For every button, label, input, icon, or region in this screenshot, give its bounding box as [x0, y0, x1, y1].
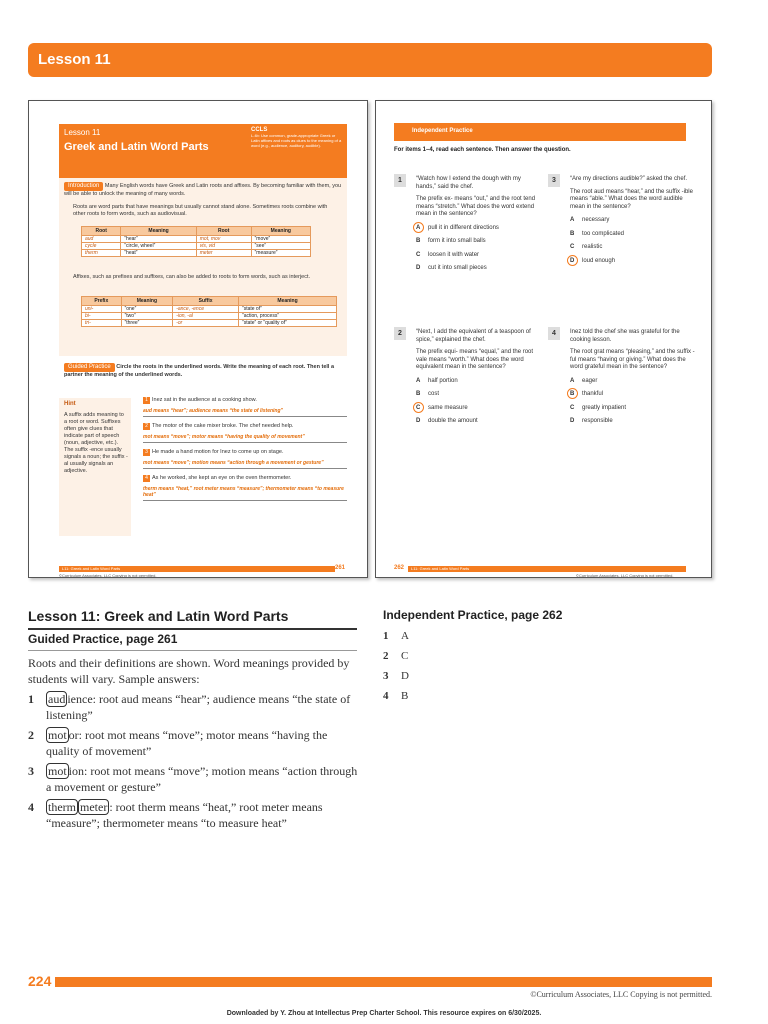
table-row: bi- “two” -ion, -al “action, process”: [82, 313, 337, 320]
table-row: cycle “circle, wheel” vis, vid “see”: [82, 243, 311, 250]
list-item: 4 therm meter : root therm means “heat,” root meter means “measure”; thermometer means “to measure heat”: [28, 800, 323, 830]
page-number: 261: [335, 565, 346, 571]
answer-line: aud means “hear”; audience means “the state of listening”: [143, 406, 347, 417]
table-row: therm “heat” meter “measure”: [82, 250, 311, 257]
answer-line: mot means “move”; motor means “having the quality of movement”: [143, 432, 347, 443]
table-row: aud “hear” mot, mov “move”: [82, 236, 311, 243]
list-item: 3 mot ion: root mot means “move”; motion means “action through a movement or gesture”: [28, 764, 358, 794]
page-footer-bar: L11: Greek and Latin Word Parts: [408, 566, 686, 572]
option-b[interactable]: B too complicated: [570, 230, 625, 237]
question-1: “Watch how I extend the dough with my hands,” said the chef. The prefix ex- means “out,” and the root tend means “stretch.” What does the word extend mean in the sentence? A pull it in different directions B form it into small balls C loosen it with water D cut it into small pieces: [416, 176, 541, 273]
lesson-header-title: Greek and Latin Word Parts: [64, 141, 209, 153]
option-d[interactable]: D cut it into small pieces: [416, 265, 487, 271]
affix-table: Prefix Meaning Suffix Meaning uni- “one” -ance, -ence “state of” bi- “two” -ion, -al “action, process” tri- “three” -or “state” or “quality of”: [81, 296, 337, 327]
list-item: 1 aud ience: root aud means “hear”; audience means “the state of listening”: [28, 692, 351, 722]
ccss-standard: CCLS L.4b: Use common, grade-appropriate Greek or Latin affixes and roots as clues to the meaning of a word (e.g., audience, auditory, audible).: [251, 127, 342, 148]
independent-key-title: Independent Practice, page 262: [383, 608, 563, 622]
option-c[interactable]: C same measure: [416, 405, 541, 413]
guided-practice-instructions: Circle the roots in the underlined words. Write the meaning of each root. Then tell a partner the meaning of the underlined words.: [64, 364, 335, 378]
option-c[interactable]: C greatly impatient: [570, 404, 627, 411]
guided-items: 1 Inez sat in the audience at a cooking show. aud means “hear”; audience means “the state of listening” 2 The motor of the cake mixer broke. The chef needed help. mot means “move”; motor means “having the quality of movement” 3 He made a hand motion for Inez to come up on stage. mot means “move”; motion means “action through a movement or gesture” 4 As he worked, she kept an eye on the oven thermometer. therm means “heat,” root meter means “measure”; thermometer means “to measure heat”: [143, 397, 347, 501]
question-4: Inez told the chef she was grateful for the cooking lesson. The root grat means “pleasing,” and the suffix -ful means “having or giving.” What does the word grateful mean in the sentence? A eager B thankful C greatly impatient D responsible: [570, 329, 695, 426]
independent-answer-list: [383, 630, 409, 710]
option-a[interactable]: A half portion: [416, 377, 458, 384]
affixes-text: Affixes, such as prefixes and suffixes, can also be added to roots to form words, such as interject.: [73, 274, 311, 280]
page-copyright: ©Curriculum Associates, LLC Copying is not permitted.: [576, 573, 674, 578]
option-d[interactable]: D responsible: [570, 418, 613, 424]
answer-key-intro: Roots and their definitions are shown. Word meanings provided by students will vary. Sample answers:: [28, 656, 350, 686]
hint-title: Hint: [64, 401, 76, 407]
copyright-notice: ©Curriculum Associates, LLC Copying is not permitted.: [530, 990, 712, 999]
page-number: 224: [28, 973, 52, 989]
hint-text: A suffix adds meaning to a root or word. Suffixes often give clues that indicate part of speech (noun, adjective, etc.). The suffix -ence usually signals a noun; the suffix -al usually signals an adjective.: [64, 412, 128, 474]
list-item: 2 C: [383, 650, 409, 662]
footer-bar: [55, 977, 712, 987]
page-number: 262: [394, 565, 405, 571]
answer-key-title: Lesson 11: Greek and Latin Word Parts: [28, 608, 289, 624]
independent-instructions: For items 1–4, read each sentence. Then answer the question.: [394, 147, 571, 153]
option-a[interactable]: A eager: [570, 377, 598, 384]
question-2: “Next, I add the equivalent of a teaspoon of spice,” explained the chef. The prefix equi- means “equal,” and the root vale means “worth.” What does the word equivalent mean in the sentence? A half portion B cost C same measure D double the amount: [416, 329, 541, 426]
list-item: 4 B: [383, 690, 409, 702]
roots-table: Root Meaning Root Meaning aud “hear” mot, mov “move” cycle “circle, wheel” vis, vid “see” therm “heat” meter “measure”: [81, 226, 311, 257]
page-copyright: ©Curriculum Associates, LLC Copying is not permitted.: [59, 573, 157, 578]
answer-line: mot means “move”; motion means “action through a movement or gesture”: [143, 458, 347, 469]
option-b[interactable]: B cost: [416, 391, 440, 397]
question-3: “Are my directions audible?” asked the chef. The root aud means “hear,” and the suffix -ible means “able.” What does the word audible mean in the sentence? A necessary B too complicated C realistic D loud enough: [570, 176, 695, 265]
table-row: tri- “three” -or “state” or “quality of”: [82, 320, 337, 327]
introduction-pill: Introduction: [64, 182, 103, 191]
answer-line: therm means “heat,” root meter means “measure”; thermometer means “to measure heat”: [143, 484, 347, 501]
independent-practice-header: Independent Practice: [394, 123, 686, 141]
option-a[interactable]: A pull it in different directions: [416, 225, 541, 233]
guided-practice-pill: Guided Practice: [64, 363, 115, 372]
table-row: uni- “one” -ance, -ence “state of”: [82, 306, 337, 313]
list-item: 1 A: [383, 630, 409, 642]
hint-box: [59, 398, 131, 536]
student-page-261: [28, 100, 368, 578]
option-b[interactable]: B form it into small balls: [416, 238, 486, 244]
student-page-262: Independent Practice For items 1–4, read each sentence. Then answer the question. 1 “Watch how I extend the dough with my hands,” said the chef. The prefix ex- means “out,” and the root tend means “stretch.” What does the word extend mean in the sentence? A pull it in different directions B form it into small balls C loosen it with water D cut it into small pieces 3 “Are my directions audible?” asked the chef. The root aud means “hear,” and the suffix -ible means “able.” What does the word audible mean in the sentence? A necessary B too complicated C realistic D loud enough 2 “Next, I add the equivalent of a teaspoon of spice,” explained the chef. The prefix equi- means “equal,” and the root vale means “worth.” What does the word equivalent mean in the sentence? A half portion B cost C same measure D double the amount 4 Inez told the chef she was grateful for the cooking lesson. The root grat means “pleasing,” and the suffix -ful means “having or giving.” What does the word grateful mean in the sentence? A eager B thankful C greatly impatient D responsible 262 L11: Greek and Latin Word Parts ©Curriculum Associates, LLC Copying is not permitted.: [375, 100, 712, 578]
option-d[interactable]: D loud enough: [570, 258, 695, 266]
divider: [28, 650, 357, 651]
lesson-banner-title: Lesson 11: [38, 51, 111, 68]
roots-text: Roots are word parts that have meanings but usually cannot stand alone. Sometimes roots combine with other roots to form words, such as audiovisual.: [73, 204, 328, 217]
list-item: 3 D: [383, 670, 409, 682]
answer-key-subtitle: Guided Practice, page 261: [28, 632, 178, 646]
lesson-banner: [28, 43, 712, 77]
divider: [28, 628, 357, 630]
option-b[interactable]: B thankful: [570, 391, 695, 399]
answer-key-body: [28, 656, 363, 831]
page-footer-bar: L11: Greek and Latin Word Parts: [59, 566, 335, 572]
lesson-header: [59, 124, 347, 178]
option-c[interactable]: C realistic: [570, 244, 603, 250]
option-c[interactable]: C loosen it with water: [416, 251, 480, 258]
lesson-header-label: Lesson 11: [64, 128, 101, 137]
introduction-section: [59, 178, 347, 356]
download-notice: Downloaded by Y. Zhou at Intellectus Prep Charter School. This resource expires on 6/30/2025.: [226, 1010, 542, 1017]
option-a[interactable]: A necessary: [570, 217, 610, 223]
introduction-text: Many English words have Greek and Latin roots and affixes. By becoming familiar with them, you will be able to unlock the meaning of many words.: [64, 183, 342, 197]
list-item: 2 mot or: root mot means “move”; motor means “having the quality of movement”: [28, 728, 328, 758]
option-d[interactable]: D double the amount: [416, 418, 478, 424]
